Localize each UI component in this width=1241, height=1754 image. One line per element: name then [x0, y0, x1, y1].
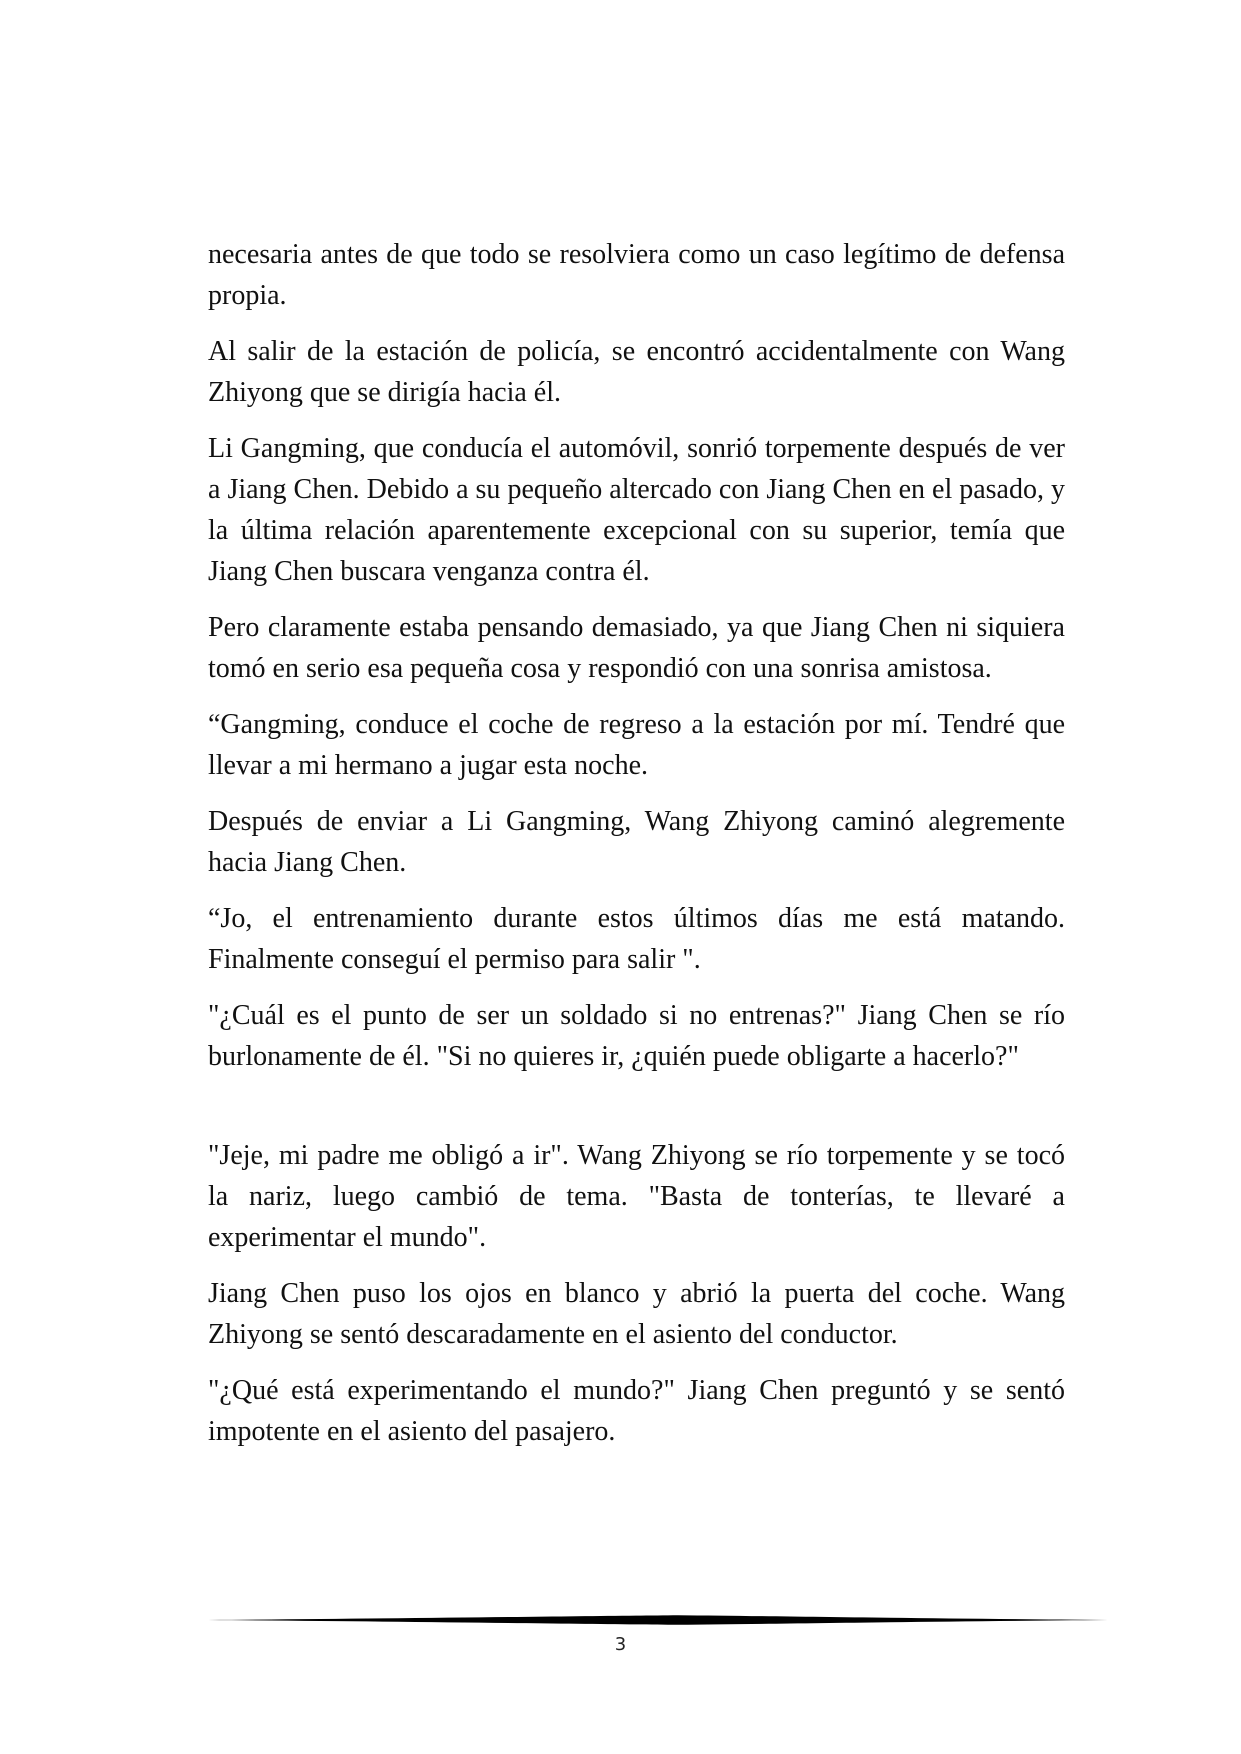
paragraph: “Gangming, conduce el coche de regreso a la estación por mí. Tendré que llevar a mi hermano a jugar esta noche.	[208, 709, 1065, 781]
page-body	[208, 234, 1065, 1467]
paragraph: "¿Cuál es el punto de ser un soldado si no entrenas?" Jiang Chen se río burlonamente de él. "Si no quieres ir, ¿quién puede obligarte a hacerlo?"	[208, 1000, 1065, 1072]
paragraph: "¿Qué está experimentando el mundo?" Jiang Chen preguntó y se sentó impotente en el asiento del pasajero.	[208, 1375, 1065, 1447]
paragraph: “Jo, el entrenamiento durante estos últimos días me está matando. Finalmente conseguí el permiso para salir ".	[208, 903, 1065, 975]
paragraph: Después de enviar a Li Gangming, Wang Zhiyong caminó alegremente hacia Jiang Chen.	[208, 806, 1065, 878]
paragraph: Al salir de la estación de policía, se encontró accidentalmente con Wang Zhiyong que se dirigía hacia él.	[208, 336, 1065, 408]
paragraph: necesaria antes de que todo se resolviera como un caso legítimo de defensa propia.	[208, 239, 1065, 311]
paragraph: "Jeje, mi padre me obligó a ir". Wang Zhiyong se río torpemente y se tocó la nariz, luego cambió de tema. "Basta de tonterías, te llevaré a experimentar el mundo".	[208, 1140, 1065, 1253]
footer-divider	[208, 1614, 1108, 1626]
paragraph: Li Gangming, que conducía el automóvil, sonrió torpemente después de ver a Jiang Chen. Debido a su pequeño altercado con Jiang Chen en el pasado, y la última relación aparentemente excepcional con su superior, temía que Jiang Chen buscara venganza contra él.	[208, 433, 1065, 587]
paragraph: Jiang Chen puso los ojos en blanco y abrió la puerta del coche. Wang Zhiyong se sentó descaradamente en el asiento del conductor.	[208, 1278, 1065, 1350]
page-number: 3	[614, 1634, 627, 1655]
paragraph: Pero claramente estaba pensando demasiado, ya que Jiang Chen ni siquiera tomó en serio esa pequeña cosa y respondió con una sonrisa amistosa.	[208, 612, 1065, 684]
